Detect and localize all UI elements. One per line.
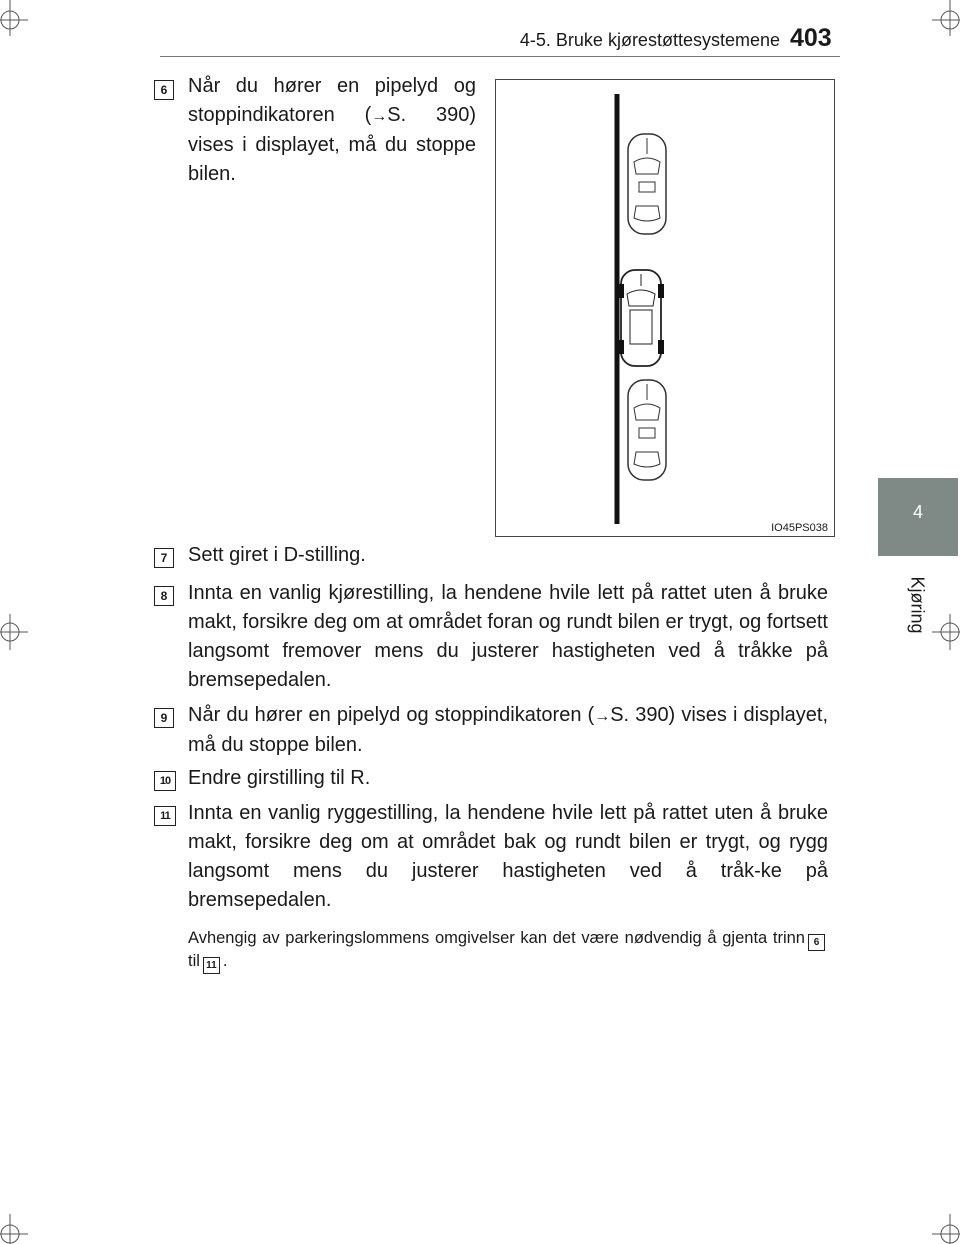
note-post: . bbox=[222, 952, 228, 970]
chapter-label-text: Kjøring bbox=[907, 576, 928, 634]
step-number-11: 11 bbox=[154, 806, 176, 826]
section-title: 4-5. Bruke kjørestøttesystemene bbox=[519, 30, 780, 50]
step-6-post: S. 390) vises i displayet, må du stoppe bilen. bbox=[188, 104, 476, 185]
note-step-to: 11 bbox=[203, 957, 220, 974]
note-text bbox=[188, 928, 828, 974]
step-8-text: Innta en vanlig kjørestilling, la hendene hvile lett på rattet uten å bruke makt, forsikre deg om at området foran og rundt bilen er trygt, og fortsett langsomt fremover mens du justerer hastigheten ved å tråkke på bremsepedalen. bbox=[188, 582, 828, 691]
arrow-icon: → bbox=[594, 708, 611, 725]
step-7-text: Sett giret i D-stilling. bbox=[188, 544, 366, 566]
page-number: 403 bbox=[790, 24, 832, 52]
note-mid: til bbox=[188, 952, 200, 970]
note-pre: Avhengig av parkeringslommens omgivelser kan det være nødvendig å gjenta trinn bbox=[188, 929, 805, 947]
step-6-text bbox=[188, 72, 476, 189]
step-number-10: 10 bbox=[154, 771, 176, 791]
arrow-icon: → bbox=[371, 108, 388, 125]
figure-code: IO45PS038 bbox=[771, 522, 828, 534]
step-10-text: Endre girstilling til R. bbox=[188, 767, 371, 789]
step-number-6: 6 bbox=[154, 80, 174, 100]
front-car bbox=[628, 134, 666, 234]
step-9-text bbox=[188, 701, 828, 760]
step-number-7: 7 bbox=[154, 548, 174, 568]
chapter-tab: 4 bbox=[878, 478, 958, 556]
parking-diagram bbox=[496, 80, 834, 536]
step-9-pre: Når du hører en pipelyd og stoppindikatoren ( bbox=[188, 704, 595, 726]
rear-car bbox=[628, 380, 666, 480]
chapter-label bbox=[904, 570, 930, 640]
step-number-9: 9 bbox=[154, 708, 174, 728]
step-6-pre: Når du hører en pipelyd og stoppindikatoren ( bbox=[188, 75, 476, 126]
step-number-8: 8 bbox=[154, 586, 174, 606]
own-car bbox=[618, 270, 664, 366]
header-rule bbox=[160, 56, 840, 57]
note-step-from: 6 bbox=[808, 934, 825, 951]
step-9-post: S. 390) vises i displayet, må du stoppe bilen. bbox=[188, 704, 828, 756]
parking-illustration bbox=[495, 79, 835, 537]
step-11-text: Innta en vanlig ryggestilling, la hendene hvile lett på rattet uten å bruke makt, forsikre deg om at området bak og rundt bilen er trygt, og rygg langsomt mens du justerer hastigheten ved å tråk-ke på bremsepedalen. bbox=[188, 802, 828, 911]
